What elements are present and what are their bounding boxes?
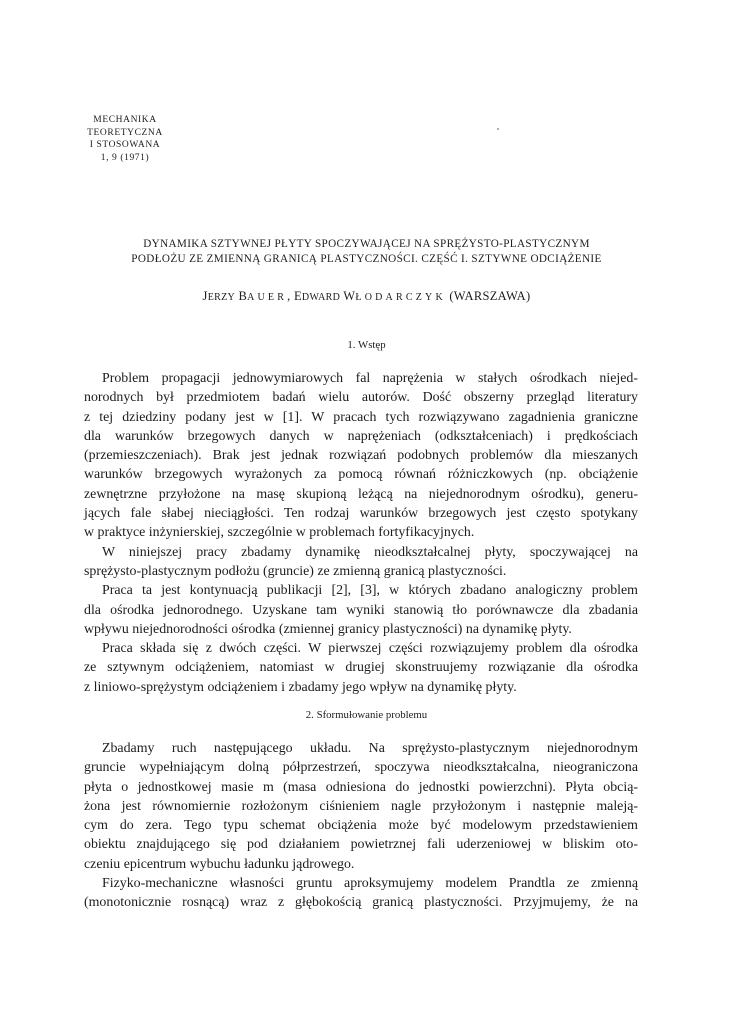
author-line bbox=[60, 289, 673, 304]
text-line: sprężysto-plastycznym podłożu (gruncie) ze zmienną granicą plastyczności. bbox=[84, 563, 507, 579]
text-line: W niniejszej pracy zbadamy dynamikę nieodkształcalnej płyty, spoczywającej na bbox=[102, 544, 638, 560]
journal-name-line: TEORETYCZNA bbox=[87, 127, 163, 138]
text-line: dla warunków brzegowych danych w naprężeniach (odkształceniach) i prędkościach bbox=[84, 428, 638, 444]
journal-header bbox=[80, 114, 170, 164]
text-line: cym do zera. Tego typu schemat obciążenia może być modelowym przedstawieniem bbox=[84, 818, 638, 834]
author-initial: B bbox=[238, 289, 248, 303]
text-line: warunków brzegowych wyrażonych za pomocą równań różniczkowych (np. obciążenie bbox=[84, 467, 638, 483]
text-line: w praktyce inżynierskiej, szczególnie w problemach fortyfikacyjnych. bbox=[84, 525, 475, 541]
author-initial: J bbox=[202, 289, 208, 303]
paper-title-line: PODŁOŻU ZE ZMIENNĄ GRANICĄ PLASTYCZNOŚCI. CZĘŚĆ I. SZTYWNE ODCIĄŻENIE bbox=[131, 253, 602, 265]
journal-name-line: I STOSOWANA bbox=[89, 140, 161, 150]
text-line: wpływu niejednorodności ośrodka (zmiennej granicy plastyczności) na dynamikę płyty. bbox=[84, 621, 572, 637]
text-line: płyta o jednostkowej masie m (masa odniesiona do jednostki powierzchni). Płyta obcią- bbox=[84, 779, 638, 795]
text-line: z tej dziedziny podany jest w [1]. W pracach tych rozwiązywano zagadnienia graniczne bbox=[84, 409, 638, 425]
text-line: gruncie wypełniającym dolną półprzestrzeń, spoczywa nieodkształcalna, nieograniczona bbox=[84, 760, 638, 776]
paper-title-line: DYNAMIKA SZTYWNEJ PŁYTY SPOCZYWAJĄCEJ NA SPRĘŻYSTO-PLASTYCZNYM bbox=[143, 238, 590, 250]
text-line: z liniowo-sprężystym odciążeniem i zbadamy jego wpływ na dynamikę płyty. bbox=[84, 679, 517, 695]
paragraph bbox=[84, 369, 638, 697]
author-given-name: DWARD bbox=[301, 292, 341, 303]
text-line: dla ośrodka jednorodnego. Uzyskane tam wyniki stanowią tło porównawcze dla zbadania bbox=[84, 602, 638, 618]
text-line: Praca ta jest kontynuacją publikacji [2], [3], w których zbadano analogiczny problem bbox=[102, 583, 638, 599]
journal-volume: 1, 9 (1971) bbox=[100, 152, 150, 163]
text-line: Problem propagacji jednowymiarowych fal naprężenia w stałych ośrodkach niejed- bbox=[102, 371, 638, 386]
author-given-name: ERZY bbox=[207, 292, 235, 303]
text-line: Zbadamy ruch następującego układu. Na sprężysto-plastycznym niejednorodnym bbox=[102, 741, 638, 756]
text-line: (przemieszczeniach). Brak jest jednak rozwiązań podobnych problemów dla mieszanych bbox=[84, 448, 638, 464]
text-line: ze sztywnym odciążeniem, natomiast w drugiej skonstruujemy rozwiązanie dla ośrodka bbox=[84, 660, 638, 676]
scan-speck bbox=[497, 128, 499, 130]
text-line: zewnętrzne przyłożone na masę skupioną leżącą na niejednorodnym ośrodku), generu- bbox=[84, 486, 638, 502]
text-line: Praca składa się z dwóch części. W pierwszej części rozwiązujemy problem dla ośrodka bbox=[102, 641, 638, 657]
journal-name-line: MECHANIKA bbox=[93, 115, 157, 125]
text-line: jących fale słabej nieciągłości. Ten rodzaj warunków brzegowych jest często spotykany bbox=[84, 506, 638, 522]
author-affiliation: (WARSZAWA) bbox=[449, 289, 531, 303]
text-line: obiektu znajdującego się pod działaniem powietrznej fali uderzeniowej w bliskim oto- bbox=[84, 837, 638, 853]
author-initial: E bbox=[293, 289, 302, 303]
paper-title bbox=[60, 237, 673, 267]
text-line: Fizyko-mechaniczne własności gruntu aproksymujemy modelem Prandtla ze zmienną bbox=[102, 876, 638, 892]
section-heading-problem: 2. Sformułowanie problemu bbox=[305, 709, 428, 721]
text-line: żona jest równomiernie rozłożonym ciśnieniem nagle przyłożonym i następnie maleją- bbox=[84, 798, 638, 814]
author-initial: W bbox=[343, 289, 356, 303]
text-line: norodnych był przedmiotem badań wielu autorów. Dość obszerny przegląd literatury bbox=[84, 390, 638, 406]
section-heading-introduction: 1. Wstęp bbox=[347, 339, 386, 351]
text-line: (monotonicznie rosnącą) wraz z głębokością granicą plastyczności. Przyjmujemy, że na bbox=[84, 895, 638, 911]
author-surname: AUER bbox=[247, 292, 288, 303]
author-separator: , bbox=[287, 289, 291, 303]
text-line: czeniu epicentrum wybuchu ładunku jądrowego. bbox=[84, 856, 355, 872]
author-surname: ŁODARCZYK bbox=[355, 292, 446, 303]
paragraph bbox=[84, 739, 638, 913]
